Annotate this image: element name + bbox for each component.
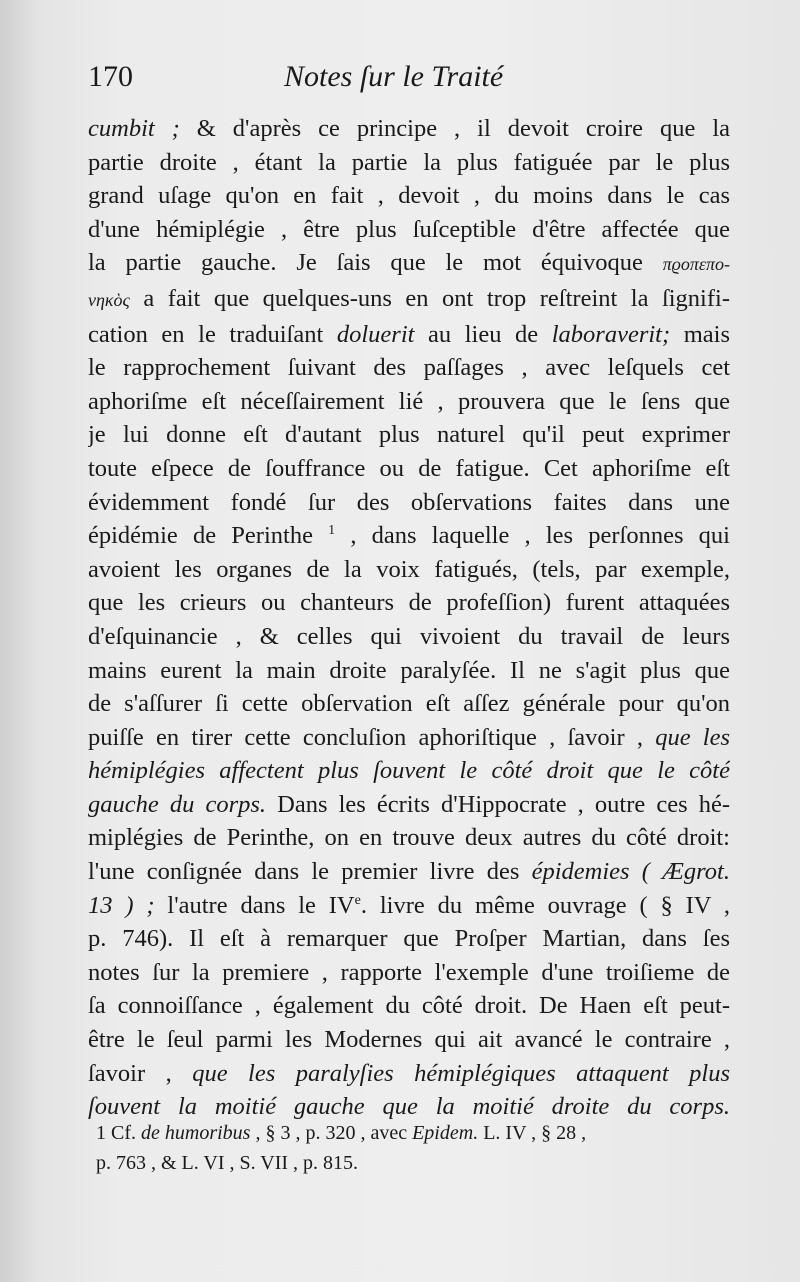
italic-text: gauche du corps. bbox=[88, 790, 267, 818]
italic-text: doluerit bbox=[336, 320, 415, 348]
text-line bbox=[88, 112, 730, 146]
italic-text: ſouvent la moitié gauche que la moitié droite du corps. bbox=[88, 1093, 730, 1121]
main-text-block bbox=[88, 112, 730, 1124]
superscript: e bbox=[354, 892, 361, 908]
text-run: L. IV , § 28 , bbox=[478, 1122, 587, 1144]
text-run: d'une hémiplégie , être plus ſuſceptible d'être affectée que bbox=[88, 215, 730, 243]
text-line bbox=[88, 889, 730, 923]
text-line bbox=[88, 146, 730, 180]
footnotes-block bbox=[96, 1118, 732, 1178]
text-run: d'eſquinancie , & celles qui vivoient du travail de leurs bbox=[88, 622, 730, 650]
text-run: 1 Cf. bbox=[96, 1122, 141, 1144]
text-run: , dans laquelle , les perſonnes qui bbox=[335, 522, 730, 550]
text-line bbox=[88, 282, 730, 318]
text-line bbox=[88, 654, 730, 688]
text-run: mains eurent la main droite paralyſée. Il ne s'agit plus que bbox=[88, 656, 730, 684]
text-line bbox=[88, 385, 730, 419]
text-run: l'une conſignée dans le premier livre des bbox=[88, 858, 532, 886]
superscript: 1 bbox=[328, 522, 336, 538]
text-run: toute eſpece de ſouffrance ou de fatigue. Cet aphoriſme eſt bbox=[88, 454, 730, 482]
text-run: p. 746). Il eſt à remarquer que Proſper Martian, dans ſes bbox=[88, 925, 730, 953]
text-run: au lieu de bbox=[414, 320, 552, 348]
text-line bbox=[88, 519, 730, 553]
text-line bbox=[88, 179, 730, 213]
page-number: 170 bbox=[88, 60, 133, 93]
text-run: , § 3 , p. 320 , avec bbox=[250, 1122, 413, 1144]
text-line bbox=[88, 586, 730, 620]
text-line bbox=[88, 246, 730, 282]
text-run: je lui donne eſt d'autant plus naturel qu'il peut exprimer bbox=[88, 421, 730, 449]
text-run: l'autre dans le IV bbox=[154, 891, 355, 919]
text-line bbox=[88, 922, 730, 956]
text-line bbox=[88, 1057, 730, 1091]
text-line bbox=[88, 721, 730, 755]
text-run: ſavoir , bbox=[88, 1059, 193, 1087]
italic-text: épidemies ( Ægrot. bbox=[531, 858, 730, 886]
italic-text: 13 ) ; bbox=[88, 891, 155, 919]
text-line bbox=[88, 788, 730, 822]
text-line bbox=[88, 687, 730, 721]
italic-text: de humoribus bbox=[141, 1122, 251, 1144]
text-line bbox=[88, 821, 730, 855]
text-line bbox=[88, 956, 730, 990]
text-run: être le ſeul parmi les Modernes qui ait avancé le contraire , bbox=[88, 1026, 730, 1054]
italic-text: cumbit ; bbox=[88, 115, 180, 142]
text-line bbox=[88, 989, 730, 1023]
text-line bbox=[88, 213, 730, 247]
italic-text: hémiplégies affectent plus ſouvent le côté droit que le côté bbox=[88, 757, 730, 785]
text-run: . livre du même ouvrage ( § IV , bbox=[360, 891, 730, 919]
text-line bbox=[88, 620, 730, 654]
text-run: a fait que quelques-uns en ont trop reſtreint la ſignifi- bbox=[129, 284, 730, 312]
text-line bbox=[88, 553, 730, 587]
text-run: avoient les organes de la voix fatigués, (tels, par exemple, bbox=[88, 555, 730, 583]
greek-word: πϱοπεπο- bbox=[662, 254, 730, 275]
text-run: mais bbox=[670, 320, 730, 348]
text-line bbox=[88, 318, 730, 352]
italic-text: laboraverit; bbox=[551, 320, 671, 348]
footnote-line bbox=[96, 1148, 732, 1178]
italic-text: que les bbox=[655, 723, 730, 751]
text-line bbox=[88, 351, 730, 385]
text-run: Dans les écrits d'Hippocrate , outre ces hé- bbox=[266, 790, 730, 818]
text-run: miplégies de Perinthe, on en trouve deux autres du côté droit: bbox=[88, 824, 730, 852]
text-run: p. 763 , & L. VI , S. VII , p. 815. bbox=[96, 1152, 359, 1174]
greek-word: νηκὸς bbox=[88, 289, 130, 310]
text-line bbox=[88, 418, 730, 452]
text-run: de s'aſſurer ſi cette obſervation eſt aſſez générale pour qu'on bbox=[88, 690, 730, 718]
text-run: le rapprochement ſuivant des paſſages , avec leſquels cet bbox=[88, 354, 730, 382]
text-run: ſa connoiſſance , également du côté droit. De Haen eſt peut- bbox=[88, 992, 730, 1020]
italic-text: que les paralyſies hémiplégiques attaquent plus bbox=[192, 1059, 730, 1087]
text-run: que les crieurs ou chanteurs de profeſſion) furent attaquées bbox=[88, 589, 730, 617]
text-run: puiſſe en tirer cette concluſion aphoriſtique , ſavoir , bbox=[88, 723, 656, 751]
running-title: Notes ſur le Traité bbox=[284, 60, 504, 93]
text-line bbox=[88, 855, 730, 889]
text-line bbox=[88, 1023, 730, 1057]
text-run: évidemment fondé ſur des obſervations faites dans une bbox=[88, 488, 730, 516]
italic-text: Epidem. bbox=[412, 1122, 479, 1144]
text-run: la partie gauche. Je ſais que le mot équivoque bbox=[88, 249, 663, 277]
text-run: partie droite , étant la partie la plus fatiguée par le plus bbox=[88, 148, 730, 176]
text-run: grand uſage qu'on en fait , devoit , du moins dans le cas bbox=[88, 182, 730, 210]
text-line bbox=[88, 486, 730, 520]
text-line bbox=[88, 452, 730, 486]
text-line bbox=[88, 754, 730, 788]
page-header bbox=[88, 60, 728, 100]
text-run: épidémie de Perinthe bbox=[88, 522, 329, 550]
text-run: notes ſur la premiere , rapporte l'exemple d'une troiſieme de bbox=[88, 958, 730, 986]
text-run: & d'après ce principe , il devoit croire que la bbox=[179, 115, 730, 142]
footnote-line bbox=[96, 1118, 732, 1148]
text-run: aphoriſme eſt néceſſairement lié , prouvera que le ſens que bbox=[88, 387, 730, 415]
text-run: cation en le traduiſant bbox=[88, 320, 337, 348]
